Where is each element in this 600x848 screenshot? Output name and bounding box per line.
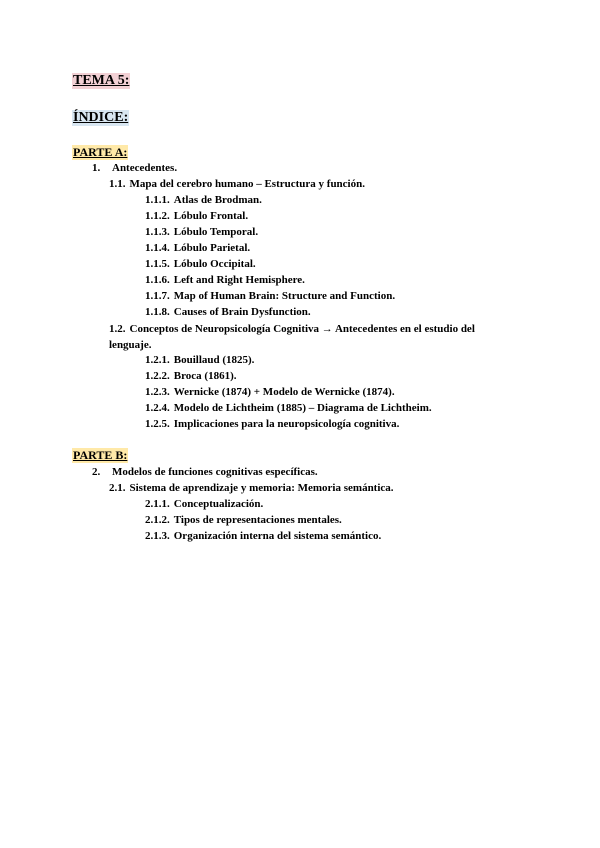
item-number: 1.1.5. [145, 258, 170, 270]
subsection-number: 1.2. [109, 323, 126, 335]
parte-a-heading: PARTE A: [73, 145, 128, 159]
index-heading: ÍNDICE: [73, 110, 129, 125]
subsection-1-2 [109, 321, 519, 353]
item-number: 2.1.3. [145, 530, 170, 542]
item-title: Organización interna del sistema semántico. [173, 530, 382, 542]
item-1-2-5 [145, 417, 399, 431]
item-title: Lóbulo Occipital. [173, 258, 256, 270]
item-title: Lóbulo Temporal. [173, 226, 259, 238]
item-2-1-1 [145, 497, 263, 511]
item-1-2-1 [145, 353, 254, 367]
item-title: Modelo de Lichtheim (1885) – Diagrama de Lichtheim. [173, 402, 432, 414]
item-1-1-7 [145, 289, 395, 303]
item-title: Lóbulo Parietal. [173, 242, 251, 254]
item-title: Lóbulo Frontal. [173, 210, 249, 222]
item-title: Map of Human Brain: Structure and Function. [173, 290, 396, 302]
item-title: Implicaciones para la neuropsicología cognitiva. [173, 418, 400, 430]
subsection-number: 1.1. [109, 178, 126, 190]
item-number: 1.2.1. [145, 354, 170, 366]
item-title: Wernicke (1874) + Modelo de Wernicke (1874). [173, 386, 395, 398]
item-title: Conceptualización. [173, 498, 264, 510]
section-2 [92, 465, 318, 479]
subsection-title: Mapa del cerebro humano – Estructura y función. [129, 178, 365, 190]
item-number: 1.2.2. [145, 370, 170, 382]
item-number: 1.1.7. [145, 290, 170, 302]
item-1-1-1 [145, 193, 262, 207]
item-1-1-3 [145, 225, 258, 239]
item-number: 1.1.3. [145, 226, 170, 238]
subsection-title: Sistema de aprendizaje y memoria: Memoria semántica. [129, 482, 394, 494]
item-1-1-4 [145, 241, 250, 255]
item-2-1-3 [145, 529, 381, 543]
section-number: 1. [92, 162, 101, 174]
subsection-number: 2.1. [109, 482, 126, 494]
item-1-1-8 [145, 305, 311, 319]
section-title: Antecedentes. [112, 162, 178, 174]
section-1 [92, 161, 177, 175]
item-2-1-2 [145, 513, 342, 527]
item-title: Causes of Brain Dysfunction. [173, 306, 311, 318]
item-1-2-4 [145, 401, 432, 415]
item-title: Tipos de representaciones mentales. [173, 514, 342, 526]
item-1-1-2 [145, 209, 248, 223]
parte-b-heading: PARTE B: [73, 448, 128, 462]
section-title: Modelos de funciones cognitivas específicas. [112, 466, 318, 478]
item-title: Atlas de Brodman. [173, 194, 262, 206]
item-number: 1.1.6. [145, 274, 170, 286]
item-1-1-6 [145, 273, 305, 287]
item-number: 1.2.4. [145, 402, 170, 414]
item-number: 1.2.5. [145, 418, 170, 430]
item-number: 1.1.8. [145, 306, 170, 318]
item-title: Left and Right Hemisphere. [173, 274, 305, 286]
subsection-1-1 [109, 177, 365, 191]
subsection-2-1 [109, 481, 394, 495]
item-number: 2.1.2. [145, 514, 170, 526]
item-1-2-2 [145, 369, 236, 383]
item-1-1-5 [145, 257, 256, 271]
subsection-title: Conceptos de Neuropsicología Cognitiva → Antecedentes en el estudio del lenguaje. [109, 323, 475, 351]
item-number: 1.2.3. [145, 386, 170, 398]
section-number: 2. [92, 466, 101, 478]
document-title: TEMA 5: [73, 73, 130, 88]
item-number: 1.1.4. [145, 242, 170, 254]
item-number: 1.1.2. [145, 210, 170, 222]
item-1-2-3 [145, 385, 395, 399]
item-title: Broca (1861). [173, 370, 237, 382]
item-number: 1.1.1. [145, 194, 170, 206]
item-title: Bouillaud (1825). [173, 354, 255, 366]
item-number: 2.1.1. [145, 498, 170, 510]
